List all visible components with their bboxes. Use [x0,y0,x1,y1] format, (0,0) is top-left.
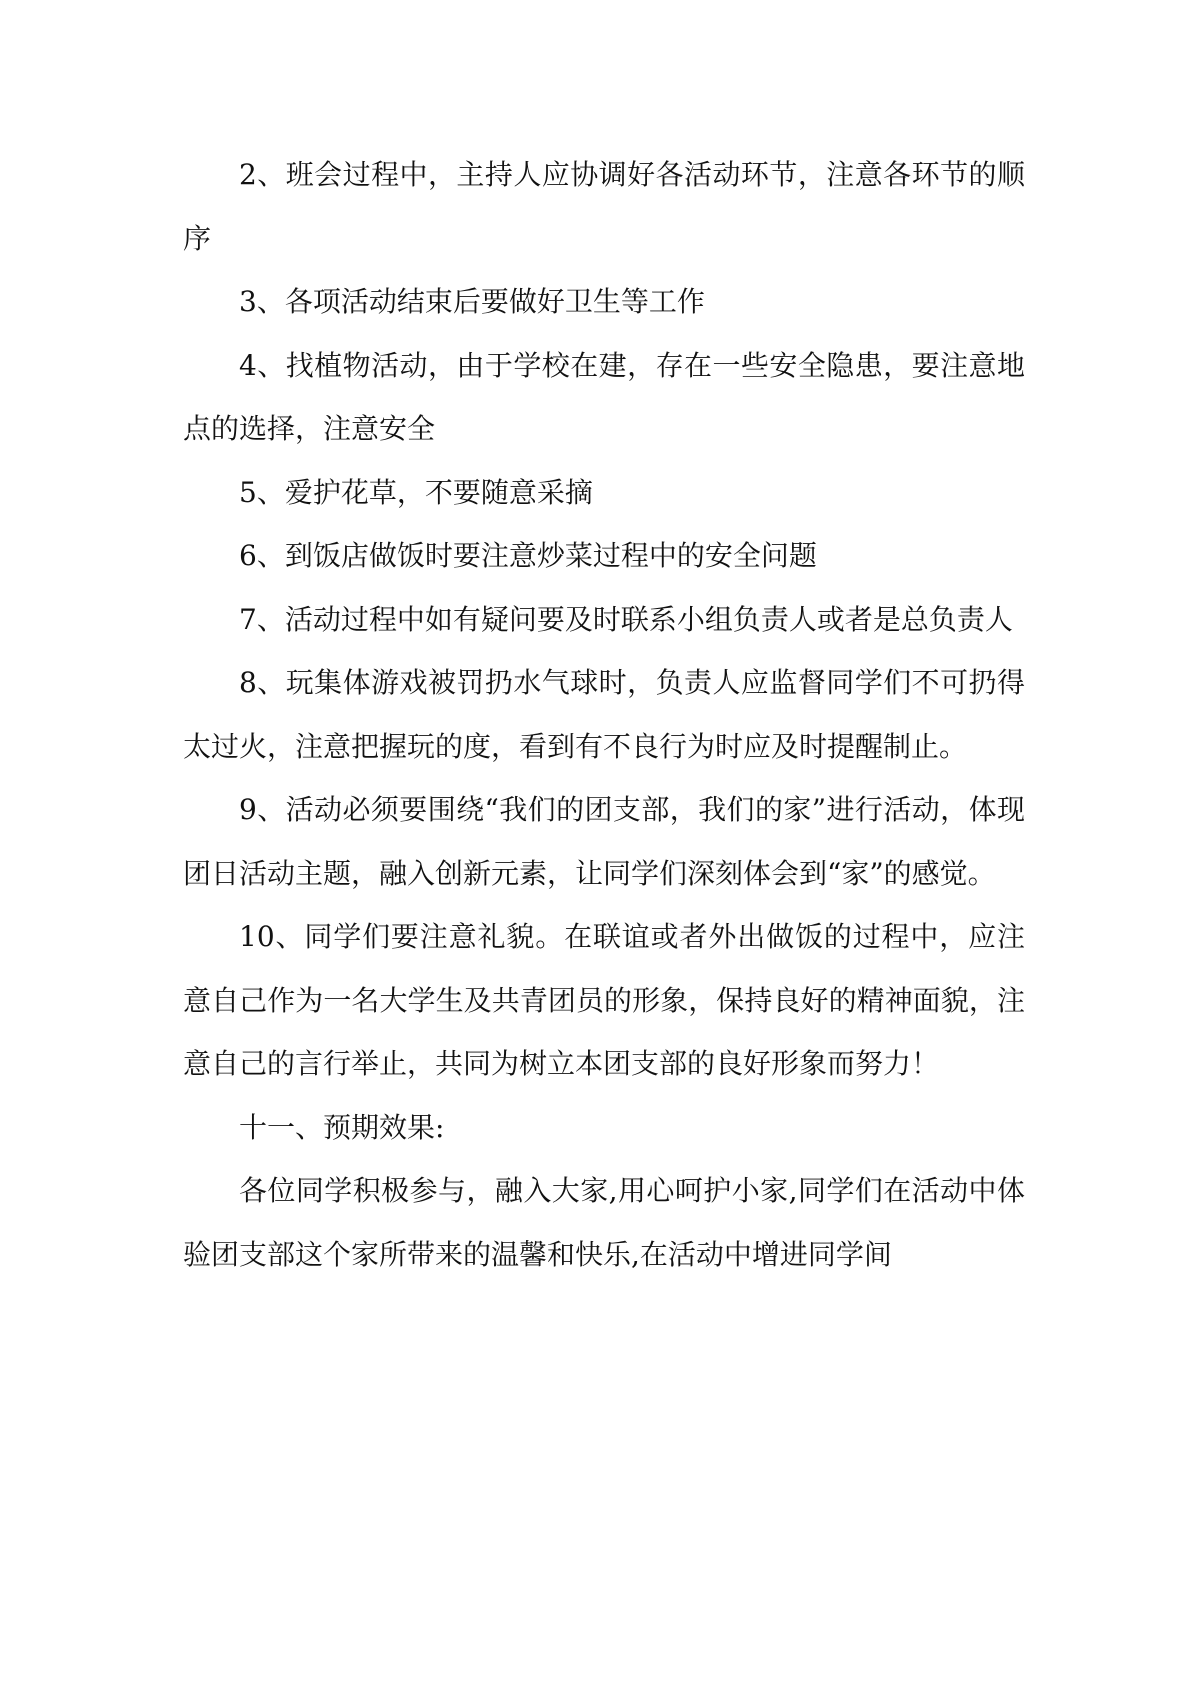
document-body [183,143,1025,1286]
paragraph-item-2: 2、班会过程中，主持人应协调好各活动环节，注意各环节的顺序 [183,158,1025,255]
section-heading-expected-effect: 十一、预期效果: [239,1110,445,1144]
paragraph-item-5: 5、爱护花草，不要随意采摘 [239,475,593,509]
paragraph-item-4: 4、找植物活动，由于学校在建，存在一些安全隐患，要注意地点的选择，注意安全 [183,348,1025,445]
paragraph-item-7: 7、活动过程中如有疑问要及时联系小组负责人或者是总负责人 [239,602,1013,636]
paragraph-item-6: 6、到饭店做饭时要注意炒菜过程中的安全问题 [239,539,817,572]
paragraph-expected-effect: 各位同学积极参与，融入大家,用心呵护小家,同学们在活动中体验团支部这个家所带来的温馨和快乐,在活动中增进同学间 [183,1174,1025,1271]
paragraph-item-10: 10、同学们要注意礼貌。在联谊或者外出做饭的过程中，应注意自己作为一名大学生及共青团员的形象，保持良好的精神面貌，注意自己的言行举止，共同为树立本团支部的良好形象而努力！ [183,920,1025,1080]
paragraph-item-8: 8、玩集体游戏被罚扔水气球时，负责人应监督同学们不可扔得太过火，注意把握玩的度，看到有不良行为时应及时提醒制止。 [183,666,1025,763]
paragraph-item-3: 3、各项活动结束后要做好卫生等工作 [239,285,705,318]
paragraph-item-9: 9、活动必须要围绕“我们的团支部，我们的家”进行活动，体现团日活动主题，融入创新元素，让同学们深刻体会到“家”的感觉。 [183,793,1025,890]
